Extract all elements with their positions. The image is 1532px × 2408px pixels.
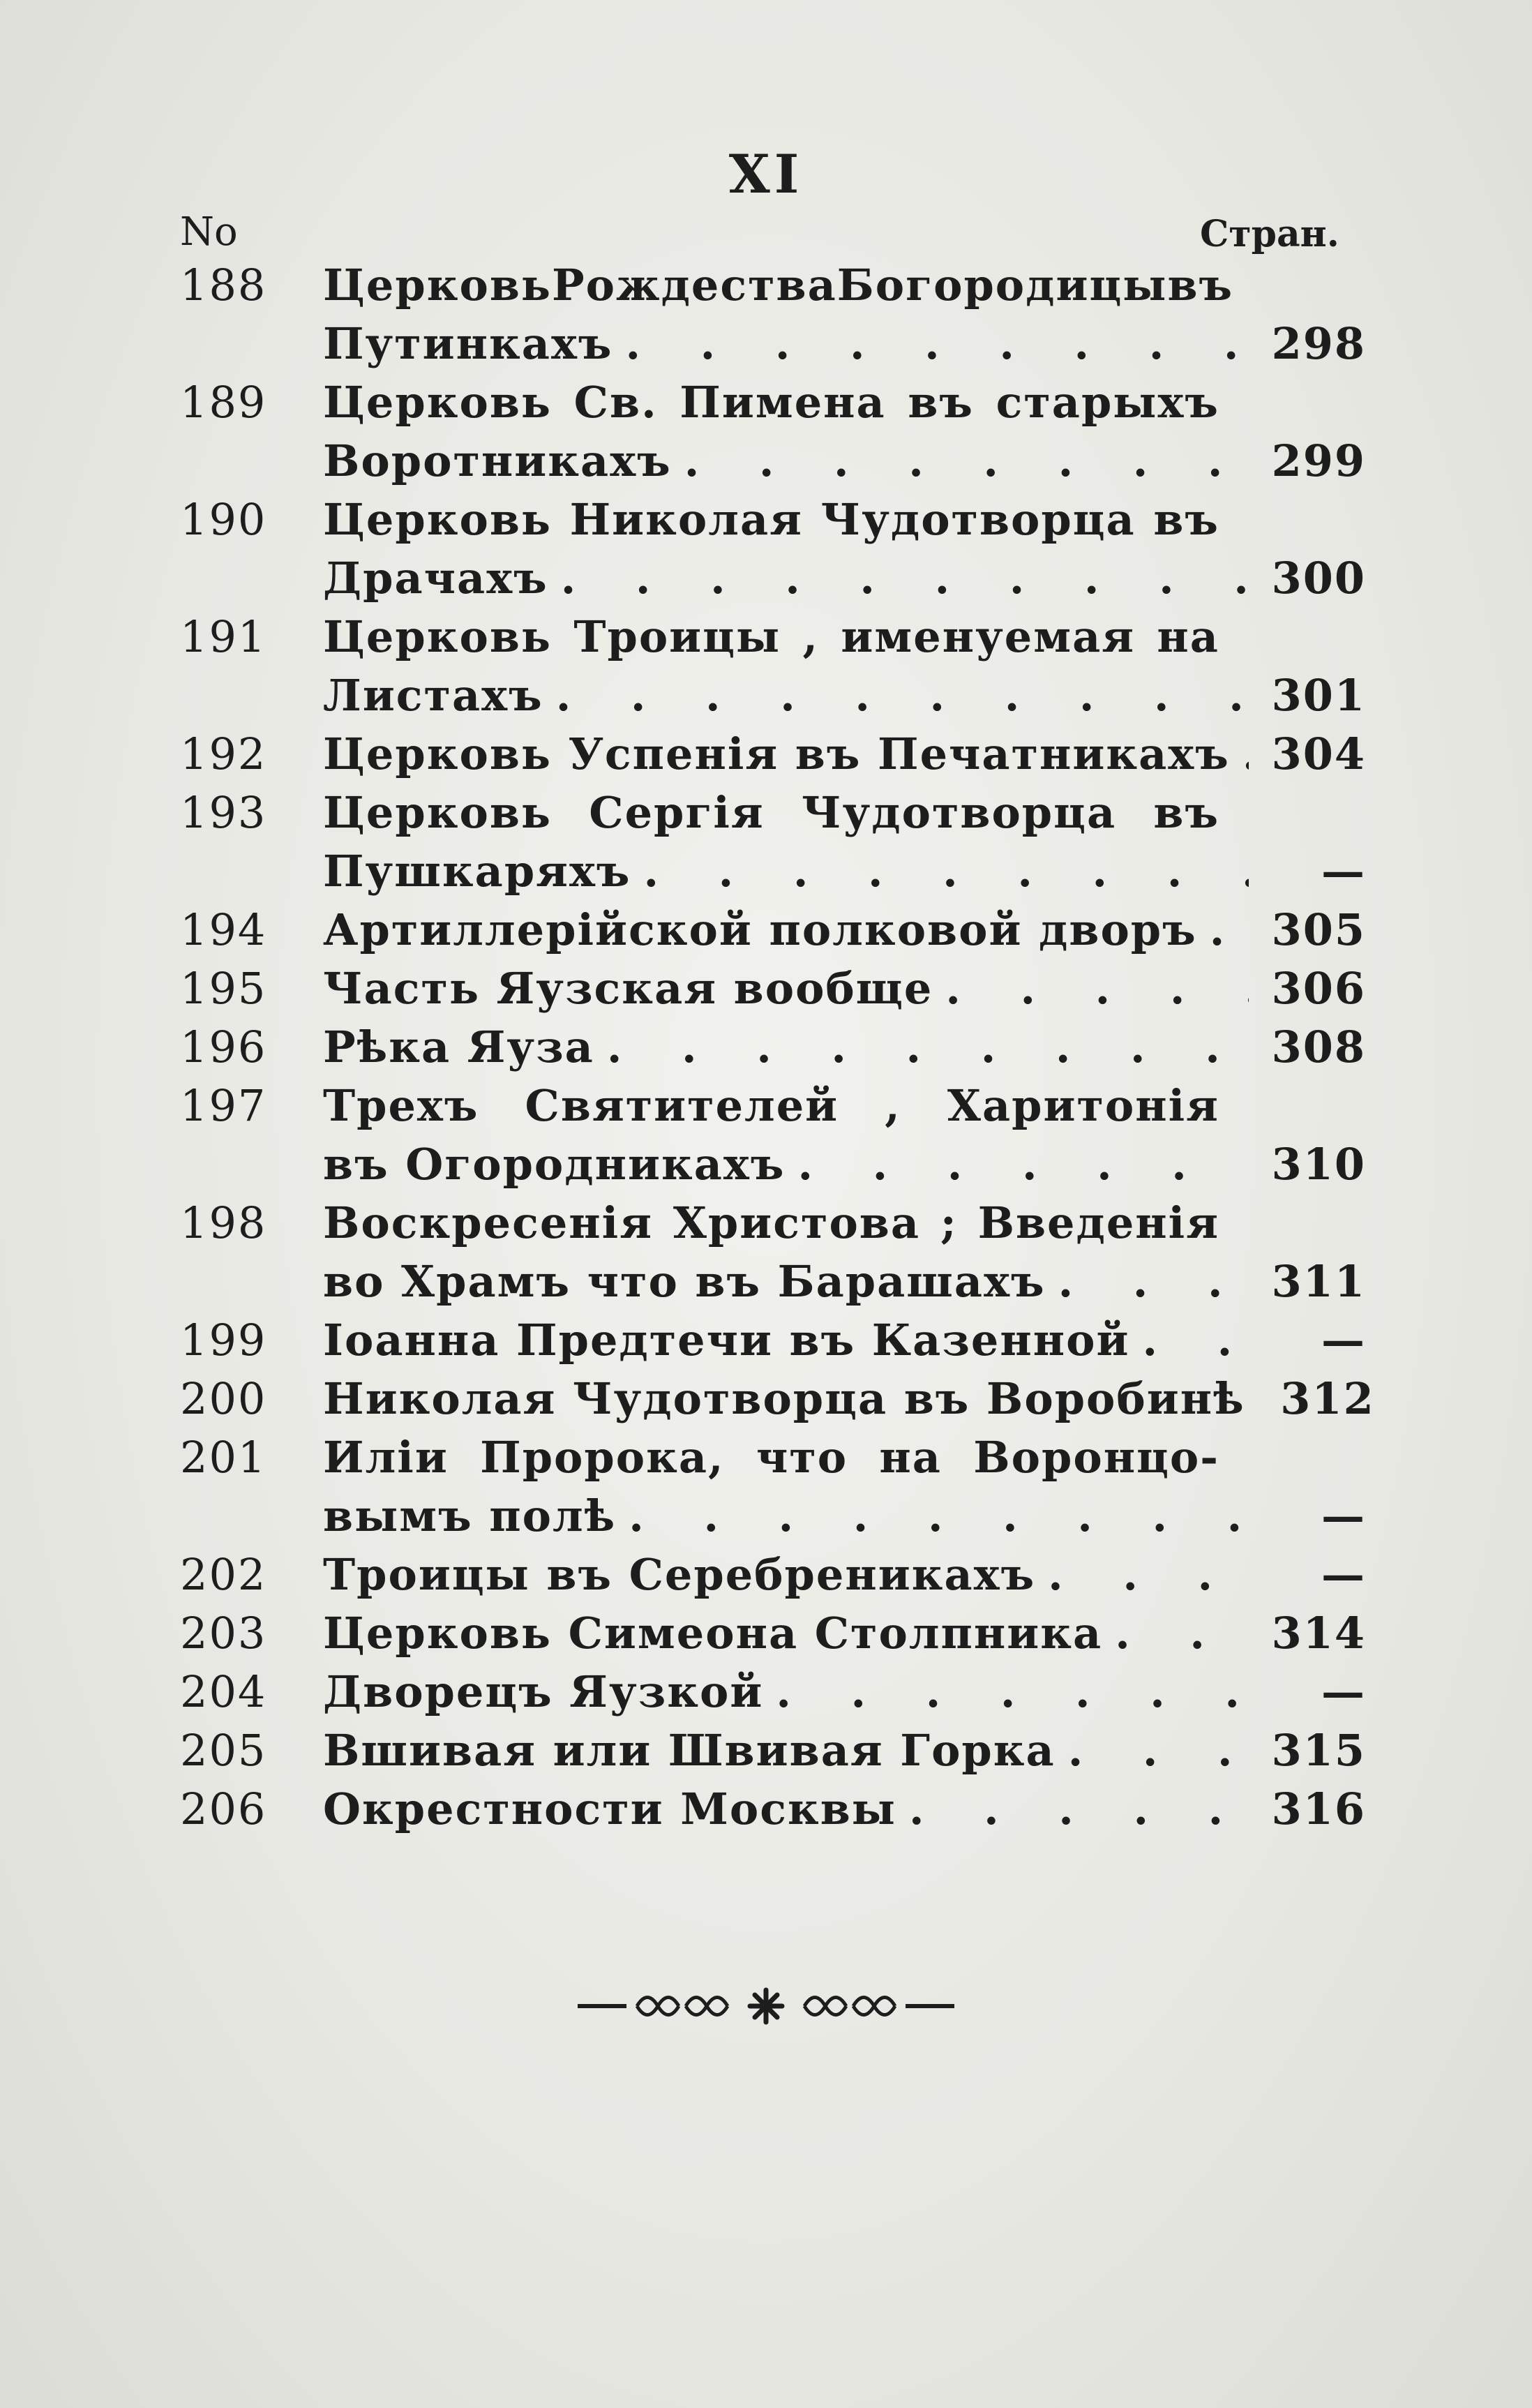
entry-title-word: Введенія — [977, 1197, 1219, 1248]
entry-number: 204 — [180, 1666, 267, 1717]
entry-number: 202 — [180, 1549, 267, 1600]
dot-leader — [1048, 1549, 1249, 1600]
toc-entry-continuation — [180, 1490, 1366, 1549]
dot-leader — [556, 670, 1249, 721]
entry-title — [323, 260, 1233, 311]
entry-title-continuation: Путинкахъ — [323, 318, 613, 369]
entry-number: 200 — [180, 1373, 267, 1424]
toc-entry-205 — [180, 1725, 1366, 1783]
entry-title: Окрестности Москвы — [323, 1783, 896, 1834]
entry-title: Троицы въ Серебреникахъ — [323, 1549, 1036, 1600]
entry-title-word: Рождества — [552, 260, 837, 311]
entry-number: 195 — [180, 963, 267, 1014]
entry-title-word: Богородицы — [836, 260, 1168, 311]
entry-title — [323, 1197, 1219, 1248]
entry-title-word: Воскресенія — [323, 1197, 654, 1248]
entry-title: Артиллерійской полковой дворъ — [323, 904, 1197, 955]
entry-page-number: 311 — [1271, 1256, 1366, 1307]
entry-number: 194 — [180, 904, 267, 955]
dot-leader — [1068, 1725, 1249, 1776]
entry-page-number: 310 — [1271, 1139, 1366, 1190]
entry-number: 199 — [180, 1315, 267, 1366]
dot-leader — [909, 1783, 1249, 1834]
entry-title — [323, 494, 1219, 545]
entry-title-word: Св. — [573, 377, 658, 428]
table-of-contents — [180, 260, 1375, 1842]
toc-entry-202 — [180, 1549, 1366, 1608]
entry-number: 203 — [180, 1608, 267, 1659]
dot-leader — [1115, 1608, 1249, 1659]
toc-entry-195 — [180, 963, 1366, 1022]
entry-title-continuation: Драчахъ — [323, 553, 548, 604]
entry-title-word: Пророка, — [480, 1432, 725, 1483]
toc-entry-206 — [180, 1783, 1366, 1842]
entry-page-number: — — [1321, 1490, 1366, 1541]
entry-title: Церковь Симеона Столпника — [323, 1608, 1103, 1659]
column-header-number: No — [180, 209, 238, 255]
column-header-page: Стран. — [1200, 213, 1339, 255]
toc-entry-continuation — [180, 318, 1366, 377]
entry-title-word: въ — [1167, 260, 1234, 311]
entry-title-word: именуемая — [841, 611, 1136, 662]
entry-title-continuation: Листахъ — [323, 670, 543, 721]
dot-leader — [1058, 1256, 1249, 1307]
entry-page-number: — — [1321, 1315, 1366, 1366]
entry-title-word: Церковь — [323, 611, 552, 662]
entry-page-number: 308 — [1271, 1022, 1366, 1072]
toc-entry-194 — [180, 904, 1366, 963]
toc-entry-203 — [180, 1608, 1366, 1666]
toc-entry-196 — [180, 1022, 1366, 1080]
entry-number: 201 — [180, 1432, 267, 1483]
entry-title-word: въ — [1153, 787, 1219, 838]
toc-entry-199 — [180, 1315, 1366, 1373]
dot-leader — [644, 846, 1249, 897]
entry-title-word: въ — [908, 377, 974, 428]
toc-entry-continuation — [180, 435, 1366, 494]
toc-entry-198 — [180, 1197, 1366, 1256]
entry-page-number: — — [1321, 846, 1366, 897]
entry-title-word: Святителей — [525, 1080, 839, 1131]
dot-leader — [797, 1139, 1249, 1190]
toc-entry-193 — [180, 787, 1366, 846]
page-number: XI — [728, 143, 804, 205]
entry-title-word: Чудотворца — [820, 494, 1136, 545]
entry-title — [323, 1432, 1219, 1483]
entry-page-number: 300 — [1271, 553, 1366, 604]
toc-entry-204 — [180, 1666, 1366, 1725]
entry-title: Вшивая или Швивая Горка — [323, 1725, 1056, 1776]
toc-entry-189 — [180, 377, 1366, 435]
entry-title-word: ; — [940, 1197, 958, 1248]
entry-number: 197 — [180, 1080, 267, 1131]
entry-page-number: 301 — [1271, 670, 1366, 721]
entry-title: Церковь Успенія въ Печатникахъ — [323, 728, 1230, 779]
entry-number: 191 — [180, 611, 267, 662]
entry-title-word: Иліи — [323, 1432, 449, 1483]
entry-number: 190 — [180, 494, 267, 545]
entry-number: 188 — [180, 260, 267, 311]
toc-entry-200 — [180, 1373, 1375, 1432]
entry-page-number: 305 — [1271, 904, 1366, 955]
entry-page-number: — — [1321, 1549, 1366, 1600]
toc-entry-191 — [180, 611, 1366, 670]
toc-entry-continuation — [180, 846, 1366, 904]
entry-title-word: , — [885, 1080, 901, 1131]
dot-leader — [607, 1022, 1249, 1072]
dot-leader — [1210, 904, 1249, 955]
entry-title-word: Христова — [673, 1197, 921, 1248]
toc-entry-continuation — [180, 670, 1366, 728]
entry-title-word: Троицы — [573, 611, 781, 662]
entry-title-continuation: въ Огородникахъ — [323, 1139, 786, 1190]
entry-title: Рѣка Яуза — [323, 1022, 594, 1072]
toc-entry-continuation — [180, 1139, 1366, 1197]
entry-title-word: , — [802, 611, 820, 662]
entry-title-word: Церковь — [323, 494, 552, 545]
entry-title-continuation: вымъ полѣ — [323, 1490, 617, 1541]
entry-title-word: Церковь — [323, 260, 552, 311]
entry-title-continuation: Пушкаряхъ — [323, 846, 631, 897]
entry-title-word: Сергія — [589, 787, 765, 838]
entry-page-number: 306 — [1271, 963, 1366, 1014]
dot-leader — [1142, 1315, 1249, 1366]
entry-title: Дворецъ Яузкой — [323, 1666, 764, 1717]
entry-page-number: 315 — [1271, 1725, 1366, 1776]
entry-title — [323, 1080, 1219, 1131]
entry-number: 206 — [180, 1783, 267, 1834]
toc-entry-190 — [180, 494, 1366, 553]
ornament-icon — [571, 1982, 961, 2031]
entry-title-word: что — [756, 1432, 848, 1483]
entry-title-word: старыхъ — [996, 377, 1219, 428]
entry-title-continuation: Воротникахъ — [323, 435, 672, 486]
entry-number: 189 — [180, 377, 267, 428]
entry-title-word: Воронцо- — [973, 1432, 1219, 1483]
entry-title-word: Церковь — [323, 377, 552, 428]
entry-title-word: на — [879, 1432, 942, 1483]
entry-title-continuation: во Храмъ что въ Барашахъ — [323, 1256, 1046, 1307]
entry-title-word: Николая — [569, 494, 803, 545]
entry-title: Іоанна Предтечи въ Казенной — [323, 1315, 1130, 1366]
entry-number: 193 — [180, 787, 267, 838]
entry-page-number: 304 — [1271, 728, 1366, 779]
dot-leader — [561, 553, 1249, 604]
toc-entry-188 — [180, 260, 1366, 318]
entry-page-number: — — [1321, 1666, 1366, 1717]
entry-number: 198 — [180, 1197, 267, 1248]
dot-leader — [945, 963, 1249, 1014]
entry-page-number: 299 — [1271, 435, 1366, 486]
entry-title — [323, 787, 1219, 838]
entry-title — [323, 611, 1219, 662]
entry-number: 196 — [180, 1022, 267, 1072]
entry-page-number: 312 — [1280, 1373, 1375, 1424]
entry-page-number: 314 — [1271, 1608, 1366, 1659]
entry-page-number: 316 — [1271, 1783, 1366, 1834]
entry-title-word: Чудотворца — [801, 787, 1117, 838]
entry-title-word: на — [1157, 611, 1219, 662]
toc-entry-continuation — [180, 1256, 1366, 1315]
entry-title: Часть Яузская вообще — [323, 963, 933, 1014]
dot-leader — [629, 1490, 1249, 1541]
entry-page-number: 298 — [1271, 318, 1366, 369]
entry-title-word: Церковь — [323, 787, 552, 838]
entry-title-word: въ — [1153, 494, 1219, 545]
ornament-divider — [0, 1982, 1532, 2031]
dot-leader — [776, 1666, 1249, 1717]
entry-number: 192 — [180, 728, 267, 779]
entry-title: Николая Чудотворца въ Воробинѣ — [323, 1373, 1245, 1424]
entry-title-word: Трехъ — [323, 1080, 479, 1131]
entry-number: 205 — [180, 1725, 267, 1776]
dot-leader — [684, 435, 1249, 486]
dot-leader — [626, 318, 1249, 369]
toc-entry-201 — [180, 1432, 1366, 1490]
entry-title — [323, 377, 1219, 428]
toc-entry-197 — [180, 1080, 1366, 1139]
entry-title-word: Пимена — [679, 377, 886, 428]
toc-entry-192 — [180, 728, 1366, 787]
toc-entry-continuation — [180, 553, 1366, 611]
dot-leader — [1242, 728, 1249, 779]
entry-title-word: Харитонія — [947, 1080, 1219, 1131]
